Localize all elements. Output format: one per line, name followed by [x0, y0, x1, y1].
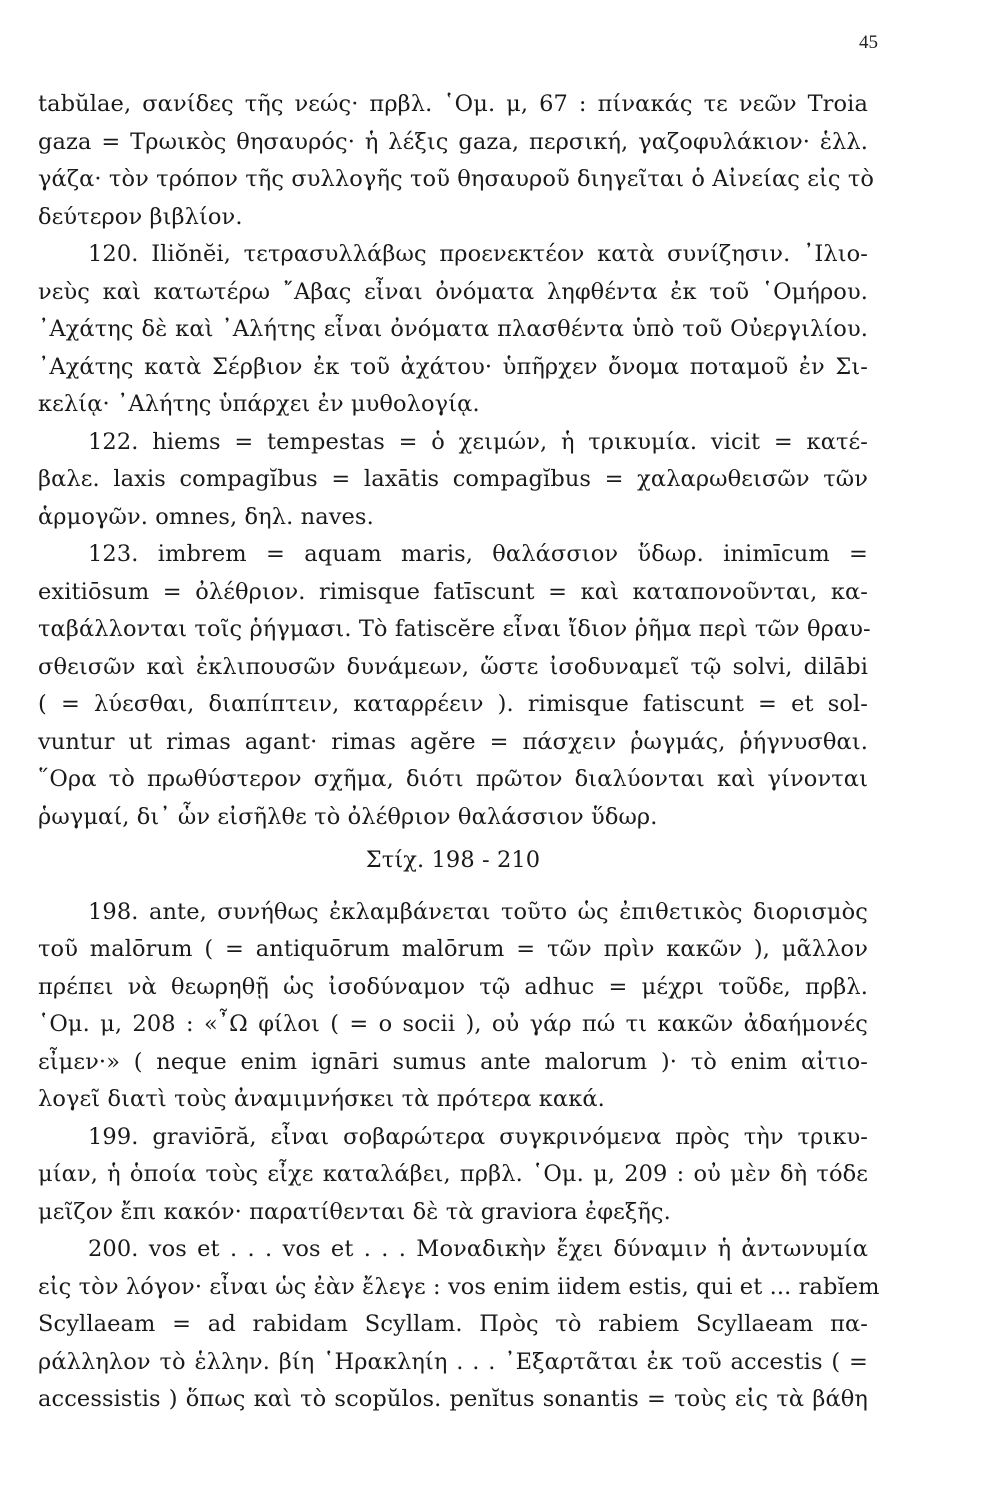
text-line: ( = λύεσθαι, διαπίπτειν, καταρρέειν ). rimisque fatiscunt = et sol-	[38, 691, 868, 717]
text-line: tabŭlae, σανίδες τῆς νεώς· πρβλ. ῾Ομ. μ, 67 : πίνακάς τε νεῶν Troia	[38, 91, 868, 117]
text-line: 199. graviōră, εἶναι σοβαρώτερα συγκρινόμενα πρὸς τὴν τρικυ-	[88, 1123, 868, 1150]
text-line: exitiōsum = ὀλέθριον. rimisque fatīscunt = καὶ καταπονοῦνται, κα-	[38, 578, 868, 605]
text-line: γάζα· τὸν τρόπον τῆς συλλογῆς τοῦ θησαυροῦ διηγεῖται ὁ Αἰνείας εἰς τὸ	[38, 166, 875, 192]
text-line: νεὺς καὶ κατωτέρω ῎Αβας εἶναι ὀνόματα ληφθέντα ἐκ τοῦ ῾Ομήρου.	[38, 278, 868, 305]
text-line: μεῖζον ἔπι κακόν· παρατίθενται δὲ τὰ graviora ἐφεξῆς.	[38, 1198, 671, 1225]
text-line: σθεισῶν καὶ ἐκλιπουσῶν δυνάμεων, ὥστε ἰσοδυναμεῖ τῷ solvi, dilābi	[38, 653, 868, 680]
text-line: gaza = Τρωικὸς θησαυρός· ἡ λέξις gaza, περσική, γαζοφυλάκιον· ἑλλ.	[38, 128, 868, 155]
text-line: Scyllaeam = ad rabidam Scyllam. Πρὸς τὸ rabiem Scyllaeam πα-	[38, 1311, 868, 1337]
text-line: κελίᾳ· ᾽Αλήτης ὑπάρχει ἐν μυθολογίᾳ.	[38, 391, 480, 417]
text-line: ῥωγμαί, δι᾽ ὧν εἰσῆλθε τὸ ὀλέθριον θαλάσσιον ὕδωρ.	[38, 803, 658, 830]
text-line: βαλε. laxis compagĭbus = laxātis compagĭbus = χαλαρωθεισῶν τῶν	[38, 466, 868, 492]
page-body	[38, 86, 880, 1419]
text-line: δεύτερον βιβλίον.	[38, 203, 243, 230]
text-line: ἁρμογῶν. omnes, δηλ. naves.	[38, 503, 374, 530]
text-line: μίαν, ἡ ὁποία τοὺς εἶχε καταλάβει, πρβλ. ῾Ομ. μ, 209 : οὐ μὲν δὴ τόδε	[38, 1161, 868, 1187]
text-line: 122. hiems = tempestas = ὁ χειμών, ἡ τρικυμία. vicit = κατέ-	[88, 428, 868, 455]
text-line: ῞Ορα τὸ πρωθύστερον σχῆμα, διότι πρῶτον διαλύονται καὶ γίνονται	[38, 766, 868, 792]
text-line: εἶμεν·» ( neque enim ignāri sumus ante malorum )· τὸ enim αἰτιο-	[38, 1048, 868, 1075]
text-line: 200. vos et . . . vos et . . . Μοναδικὴν ἔχει δύναμιν ἡ ἀντωνυμία	[88, 1236, 868, 1262]
text-line: ῾Ομ. μ, 208 : «῏Ω φίλοι ( = o socii ), οὐ γάρ πώ τι κακῶν ἀδαήμονές	[38, 1011, 868, 1037]
text-line: vuntur ut rimas agant· rimas agĕre = πάσχειν ῥωγμάς, ῥήγνυσθαι.	[38, 728, 868, 755]
text-line: πρέπει νὰ θεωρηθῇ ὡς ἰσοδύναμον τῷ adhuc = μέχρι τοῦδε, πρβλ.	[38, 973, 868, 1000]
text-line: accessistis ) ὅπως καὶ τὸ scopŭlos. penĭtus sonantis = τοὺς εἰς τὰ βάθη	[38, 1386, 868, 1412]
section-heading: Στίχ. 198 - 210	[365, 847, 541, 873]
text-line: λογεῖ διατὶ τοὺς ἀναμιμνήσκει τὰ πρότερα κακά.	[38, 1086, 605, 1112]
text-line: 123. imbrem = aquam maris, θαλάσσιον ὕδωρ. inimīcum =	[88, 541, 868, 567]
text-line: ταβάλλονται τοῖς ῥήγμασι. Τὸ fatiscĕre εἶναι ἴδιον ῥῆμα περὶ τῶν θραυ-	[38, 616, 871, 642]
text-line: τοῦ malōrum ( = antiquōrum malōrum = τῶν πρὶν κακῶν ), μᾶλλον	[38, 936, 868, 962]
text-line: ᾽Αχάτης δὲ καὶ ᾽Αλήτης εἶναι ὀνόματα πλασθέντα ὑπὸ τοῦ Οὐεργιλίου.	[38, 316, 868, 342]
text-line: 198. ante, συνήθως ἐκλαμβάνεται τοῦτο ὡς ἐπιθετικὸς διορισμὸς	[88, 898, 868, 925]
text-line: ᾽Αχάτης κατὰ Σέρβιον ἐκ τοῦ ἀχάτου· ὑπῆρχεν ὄνομα ποταμοῦ ἐν Σι-	[38, 353, 868, 380]
text-line: 120. Iliŏnĕi, τετρασυλλάβως προενεκτέον κατὰ συνίζησιν. ᾽Ιλιο-	[88, 241, 868, 267]
text-line: ράλληλον τὸ ἑλλην. βίη ῾Ηρακληίη . . . ᾽Εξαρτᾶται ἐκ τοῦ accestis ( =	[38, 1348, 868, 1375]
page-number: 45	[859, 32, 878, 53]
text-line: εἰς τὸν λόγον· εἶναι ὡς ἐὰν ἔλεγε : vos enim iidem estis, qui et ... rabĭem	[38, 1273, 880, 1300]
